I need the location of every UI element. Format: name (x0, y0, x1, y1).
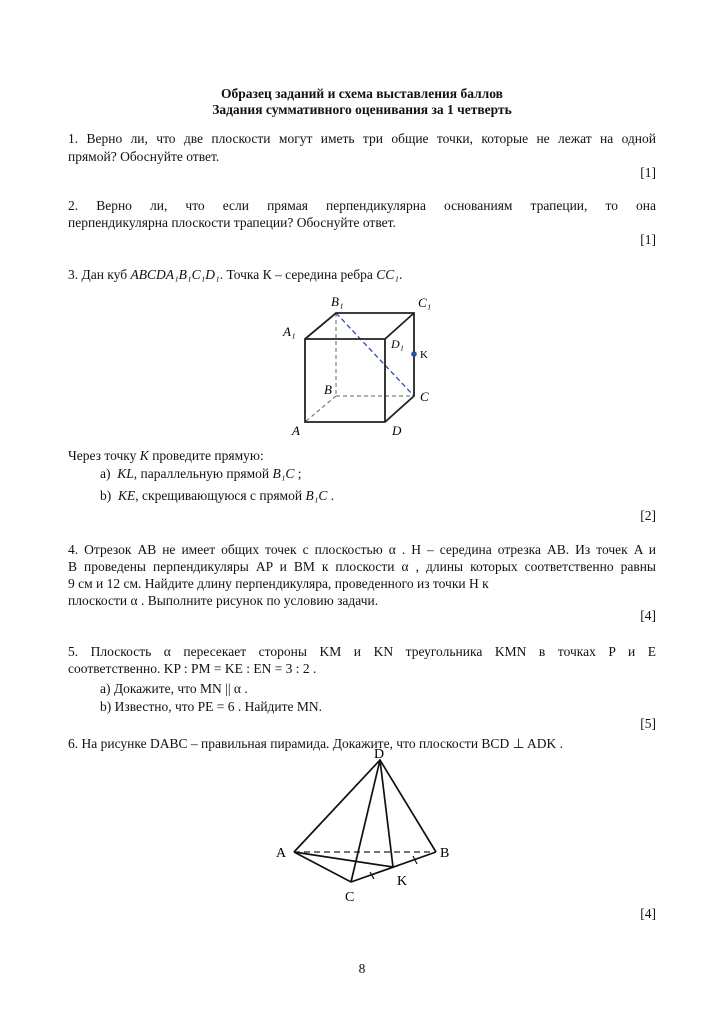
task3-item-b-line: KE (118, 488, 136, 503)
task4-line-3: 9 см и 12 см. Найдите длину перпендикуляра, проведенного из точки H к (68, 576, 489, 591)
task2-score: [1] (640, 232, 656, 247)
pyramid-label-a: A (276, 846, 287, 861)
pyramid-label-b: B (440, 846, 450, 861)
task1-score: [1] (640, 165, 656, 180)
task1-line-2: прямой? Обоснуйте ответ. (68, 149, 220, 164)
task3-instruction (68, 447, 264, 464)
cube-label-b1: B₁ (331, 294, 344, 309)
page-number: 8 (358, 961, 366, 976)
task4-line-2: B проведены перпендикуляры AP и BM к плоскости α , длины которых соответственно равны (68, 559, 656, 574)
task3-item-a-end: ; (294, 466, 302, 481)
document-title-line-2: Задания суммативного оценивания за 1 четверть (212, 102, 512, 117)
pyramid-label-k: K (397, 874, 408, 889)
task5-line-1: 5. Плоскость α пересекает стороны KM и KN треугольника KMN в точках P и E (68, 644, 656, 659)
task3-cube-name: ABCDA₁B₁C₁D₁ (130, 267, 220, 282)
task3-through-prefix: Через точку (68, 448, 140, 463)
task6-score: [4] (640, 906, 656, 921)
task3-intro-end: . (399, 267, 403, 282)
pyramid-label-c: C (345, 890, 355, 905)
cube-hidden-edge-ba (305, 396, 336, 422)
task2-line-1: 2. Верно ли, что если прямая перпендикулярна основаниям трапеции, то она (68, 198, 656, 213)
task1-line-1: 1. Верно ли, что две плоскости могут иметь три общие точки, которые не лежат на одной (68, 131, 656, 146)
task3-item-a-marker: a) (100, 466, 111, 481)
task5-item-b: b) Известно, что PE = 6 . Найдите MN. (100, 699, 323, 714)
task3-item-a-line: KL (117, 466, 134, 481)
task3-item-b-marker: b) (100, 488, 112, 503)
task3-through-point: K (139, 448, 149, 463)
document-title-line-1: Образец заданий и схема выставления баллов (221, 86, 503, 101)
cube-figure (280, 290, 450, 440)
task3-score: [2] (640, 508, 656, 523)
pyramid-figure (270, 748, 490, 908)
task6-line-1: 6. На рисунке DABC – правильная пирамида. Докажите, что плоскости BCD ⊥ ADK . (68, 736, 563, 751)
task3-item-a (100, 465, 302, 482)
task3-item-b-ref: B₁C (305, 488, 328, 503)
task3-item-b-end: . (327, 488, 335, 503)
task3-item-a-text: , параллельную прямой (133, 466, 273, 481)
pyramid-edges-ad-db (294, 760, 436, 852)
task4-line-4: плоскости α . Выполните рисунок по условию задачи. (68, 593, 379, 608)
cube-diagonal-b1c (336, 313, 414, 396)
task3-item-b (100, 487, 334, 504)
cube-label-a: A (292, 423, 300, 438)
cube-label-b: B (324, 382, 332, 397)
cube-label-c1: C₁ (418, 295, 432, 310)
task2-line-2: перпендикулярна плоскости трапеции? Обоснуйте ответ. (68, 215, 396, 230)
cube-label-a1: A₁ (283, 324, 296, 339)
task3-through-suffix: проведите прямую: (148, 448, 264, 463)
task3-edge: CC₁ (376, 267, 399, 282)
pyramid-edge-dk (380, 760, 393, 867)
task3-item-a-ref: B₁C (272, 466, 295, 481)
task5-line-2: соответственно. KP : PM = KE : EN = 3 : 2 . (68, 661, 317, 676)
pyramid-label-d: D (374, 748, 385, 762)
task3-item-b-text: , скрещивающуюся с прямой (135, 488, 306, 503)
cube-label-c: C (420, 389, 429, 404)
pyramid-base-ac-cb (294, 852, 436, 882)
task3-intro-mid: . Точка К – середина ребра (219, 267, 377, 282)
task5-item-a: а) Докажите, что MN || α . (100, 681, 248, 696)
cube-point-k (411, 351, 417, 357)
cube-visible-edges (305, 313, 414, 422)
task5-score: [5] (640, 716, 656, 731)
cube-label-k: K (420, 349, 428, 361)
task3-intro (68, 266, 402, 283)
cube-label-d1: D₁ (391, 337, 404, 351)
task4-score: [4] (640, 608, 656, 623)
cube-label-d: D (392, 423, 402, 438)
task4-line-1: 4. Отрезок AB не имеет общих точек с плоскостью α . H – середина отрезка AB. Из точек A и (68, 542, 656, 557)
task3-intro-prefix: 3. Дан куб (68, 267, 131, 282)
